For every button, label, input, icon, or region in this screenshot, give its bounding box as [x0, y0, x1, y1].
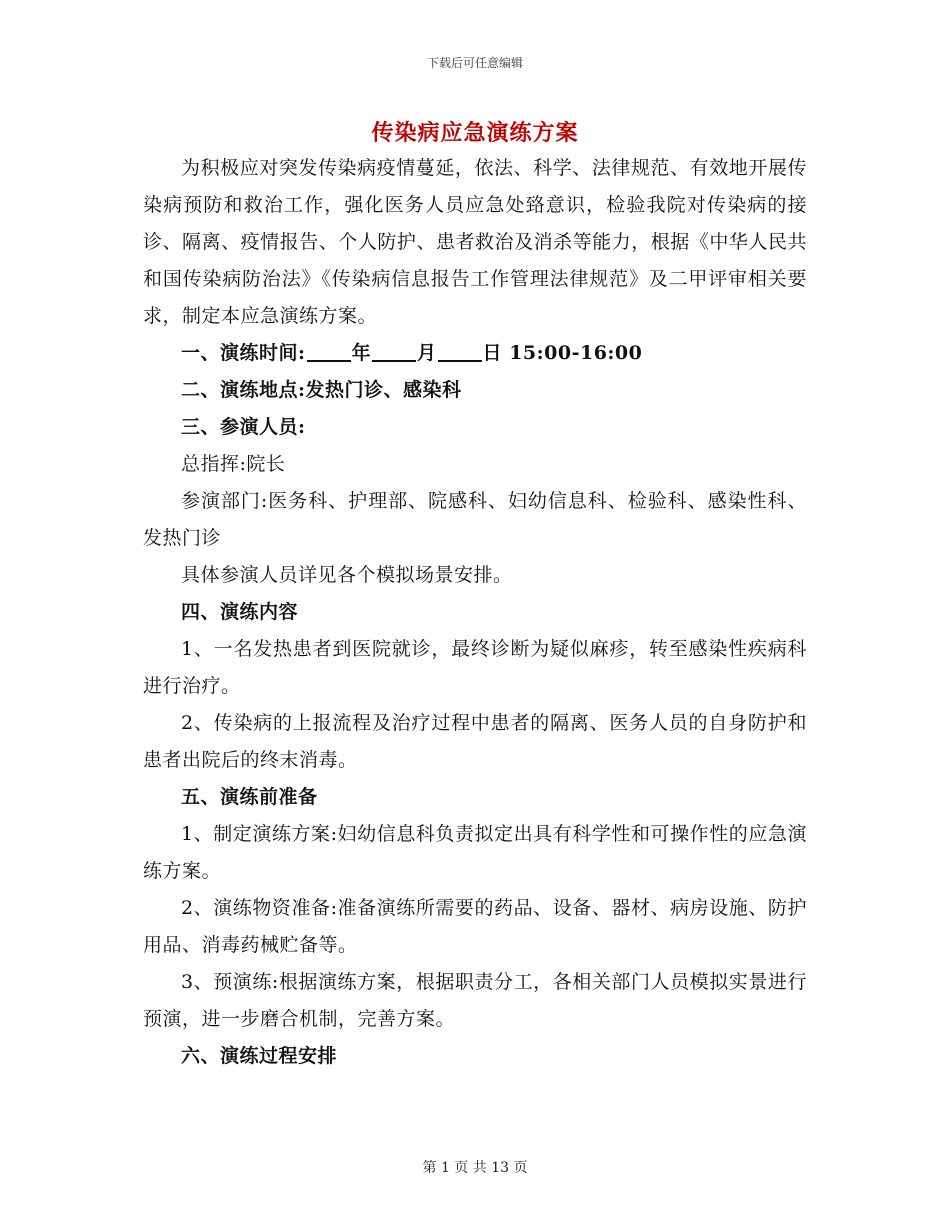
page-footer: 第 1 页 共 13 页 — [422, 1160, 528, 1176]
blank-month — [372, 341, 416, 362]
blank-day — [438, 341, 482, 362]
section-location: 二、演练地点:发热门诊、感染科 — [181, 379, 462, 401]
section-process: 六、演练过程安排 — [181, 1045, 338, 1067]
prep-item-2: 2、演练物资准备:准备演练所需要的药品、设备、器材、病房设施、防护用品、消毒药械贮备等。 — [143, 897, 807, 956]
document-title: 传染病应急演练方案 — [371, 120, 579, 146]
commander-line: 总指挥:院长 — [181, 453, 286, 475]
details-line: 具体参演人员详见各个模拟场景安排。 — [181, 564, 513, 586]
prep-item-3: 3、预演练:根据演练方案，根据职责分工，各相关部门人员模拟实景进行预演，进一步磨合机制，完善方案。 — [143, 971, 807, 1030]
time-range: 15:00-16:00 — [509, 342, 643, 364]
prep-item-1: 1、制定演练方案:妇幼信息科负责拟定出具有科学性和可操作性的应急演练方案。 — [143, 823, 807, 882]
year-label: 年 — [351, 342, 372, 364]
blank-year — [307, 341, 351, 362]
content-item-2: 2、传染病的上报流程及治疗过程中患者的隔离、医务人员的自身防护和患者出院后的终末消毒。 — [143, 712, 807, 771]
departments-line: 参演部门:医务科、护理部、院感科、妇幼信息科、检验科、感染性科、发热门诊 — [143, 490, 807, 549]
section-time-label: 一、演练时间: — [181, 342, 306, 364]
month-label: 月 — [417, 342, 437, 364]
section-preparation: 五、演练前准备 — [181, 786, 318, 808]
day-label: 日 — [482, 342, 503, 364]
section-time — [143, 335, 807, 372]
content-item-1: 1、一名发热患者到医院就诊，最终诊断为疑似麻疹，转至感染性疾病科进行治疗。 — [143, 638, 807, 697]
page-header: 下载后可任意编辑 — [426, 56, 523, 70]
section-participants: 三、参演人员: — [181, 416, 306, 438]
document-body — [143, 150, 807, 1075]
intro-paragraph: 为积极应对突发传染病疫情蔓延，依法、科学、法律规范、有效地开展传染病预防和救治工作，强化医务人员应急处臵意识，检验我院对传染病的接诊、隔离、疫情报告、个人防护、患者救治及消杀等能力，根据《中华人民共和国传染病防治法》《传染病信息报告工作管理法律规范》及二甲评审相关要求，制定本应急演练方案。 — [143, 157, 807, 327]
section-content: 四、演练内容 — [181, 601, 299, 623]
